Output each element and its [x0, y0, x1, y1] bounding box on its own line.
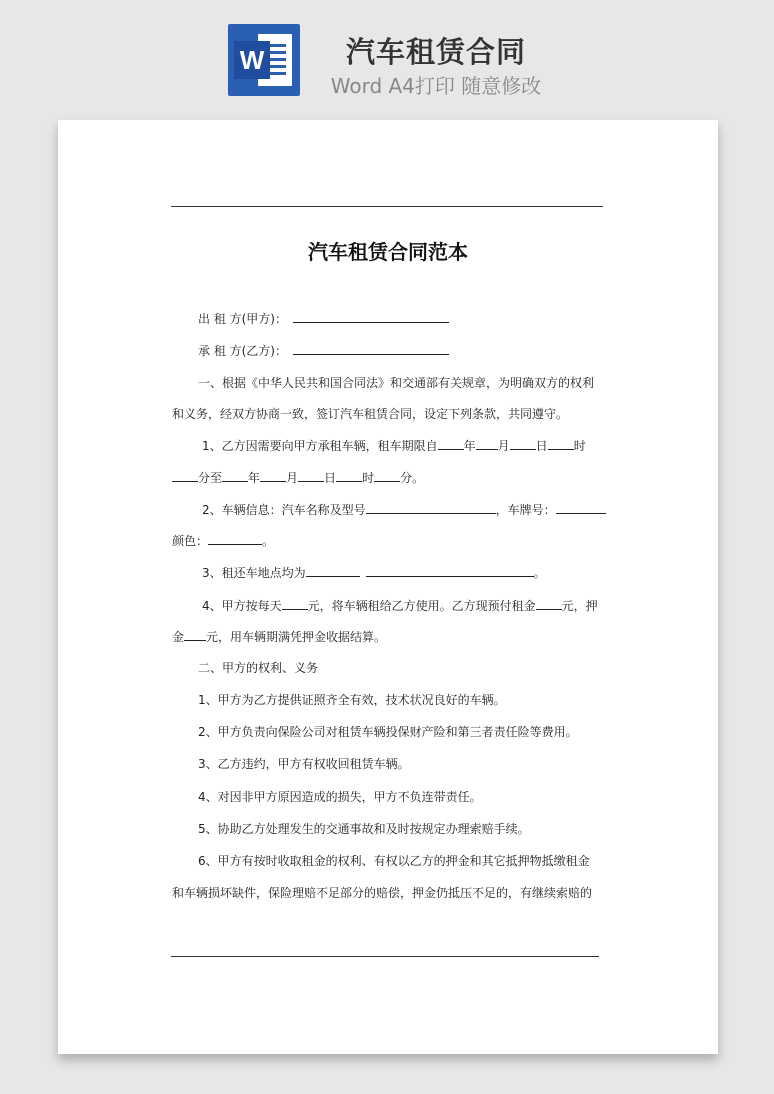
blank — [260, 469, 286, 482]
word-letter: W — [234, 41, 270, 79]
blank — [336, 469, 362, 482]
item-text: 1、乙方因需要向甲方承租车辆，租车期限自 — [202, 439, 438, 453]
header-title: 汽车租赁合同 — [345, 35, 526, 69]
s2-item-2 — [172, 724, 604, 740]
lessor-label: 出 租 方(甲方)： — [198, 312, 287, 326]
item-text: 月 — [497, 439, 510, 453]
item-text: ，车牌号： — [495, 503, 556, 517]
lessee-blank — [293, 342, 449, 355]
item-text: 年 — [463, 439, 476, 453]
top-rule — [171, 206, 603, 207]
item-text: 2、甲方负责向保险公司对租赁车辆投保财产险和第三者责任险等费用。 — [198, 725, 578, 739]
item-text: 元，押 — [561, 599, 598, 613]
section-heading: 二、甲方的权利、义务 — [198, 661, 319, 675]
item-text: 颜色： — [172, 534, 209, 548]
s2-item-1 — [172, 692, 604, 708]
item-text: 3、乙方违约，甲方有权收回租赁车辆。 — [198, 757, 410, 771]
header — [0, 0, 774, 110]
blank — [222, 469, 248, 482]
section-2-heading — [172, 660, 604, 676]
blank — [184, 628, 206, 641]
blank — [510, 437, 536, 450]
blank — [282, 597, 308, 610]
item-text: 时 — [573, 439, 586, 453]
blank — [306, 564, 360, 577]
item-text: 分。 — [400, 471, 425, 485]
document-page — [58, 120, 718, 1054]
item-text: 日 — [324, 471, 337, 485]
item-1-line-b — [172, 469, 604, 486]
item-text: 。 — [262, 534, 275, 548]
item-text: 月 — [286, 471, 299, 485]
paragraph-1b — [172, 406, 604, 422]
paragraph-text: 和义务，经双方协商一致，签订汽车租赁合同，设定下列条款，共同遵守。 — [172, 407, 569, 421]
item-2-line-b — [172, 532, 604, 549]
lessor-line — [172, 310, 604, 327]
lessee-label: 承 租 方(乙方)： — [198, 344, 287, 358]
blank — [298, 469, 324, 482]
item-text: 4、对因非甲方原因造成的损失，甲方不负连带责任。 — [198, 790, 482, 804]
item-4-line-b — [172, 628, 604, 645]
item-2-line-a — [172, 501, 604, 518]
item-text: 分至 — [198, 471, 223, 485]
item-text: 。 — [533, 566, 546, 580]
blank — [556, 501, 606, 514]
item-text: 金 — [172, 630, 185, 644]
item-3-line — [172, 564, 604, 581]
blank — [172, 469, 198, 482]
item-text: 和车辆损坏缺件，保险理赔不足部分的赔偿，押金仍抵压不足的，有继续索赔的 — [172, 886, 593, 900]
item-text: 1、甲方为乙方提供证照齐全有效，技术状况良好的车辆。 — [198, 693, 506, 707]
blank — [366, 501, 496, 514]
blank — [366, 564, 534, 577]
s2-item-5 — [172, 821, 604, 837]
paragraph-1a — [172, 375, 604, 391]
item-1-line-a — [172, 437, 604, 454]
document-title: 汽车租赁合同范本 — [308, 240, 468, 264]
blank — [208, 532, 262, 545]
blank — [476, 437, 498, 450]
item-text: 6、甲方有按时收取租金的权利、有权以乙方的押金和其它抵押物抵缴租金 — [198, 854, 590, 868]
item-text: 日 — [535, 439, 548, 453]
item-text: 元，将车辆租给乙方使用。乙方现预付租金 — [307, 599, 536, 613]
blank — [536, 597, 562, 610]
blank — [438, 437, 464, 450]
item-text: 年 — [248, 471, 261, 485]
item-text: 元，用车辆期满凭押金收据结算。 — [206, 630, 387, 644]
word-icon — [228, 24, 300, 96]
item-text: 时 — [362, 471, 375, 485]
s2-item-6a — [172, 853, 604, 869]
paragraph-text: 一、根据《中华人民共和国合同法》和交通部有关规章，为明确双方的权利 — [198, 376, 595, 390]
item-text: 4、甲方按每天 — [202, 599, 282, 613]
bottom-rule — [171, 956, 599, 957]
lessee-line — [172, 342, 604, 359]
item-text: 5、协助乙方处理发生的交通事故和及时按规定办理索赔手续。 — [198, 822, 530, 836]
s2-item-6b — [172, 885, 604, 901]
s2-item-4 — [172, 789, 604, 805]
blank — [374, 469, 400, 482]
header-subtitle: Word A4打印 随意修改 — [330, 74, 542, 98]
item-text: 2、车辆信息：汽车名称及型号 — [202, 503, 366, 517]
lessor-blank — [293, 310, 449, 323]
item-4-line-a — [172, 597, 604, 614]
blank — [548, 437, 574, 450]
s2-item-3 — [172, 756, 604, 772]
item-text: 3、租还车地点均为 — [202, 566, 306, 580]
